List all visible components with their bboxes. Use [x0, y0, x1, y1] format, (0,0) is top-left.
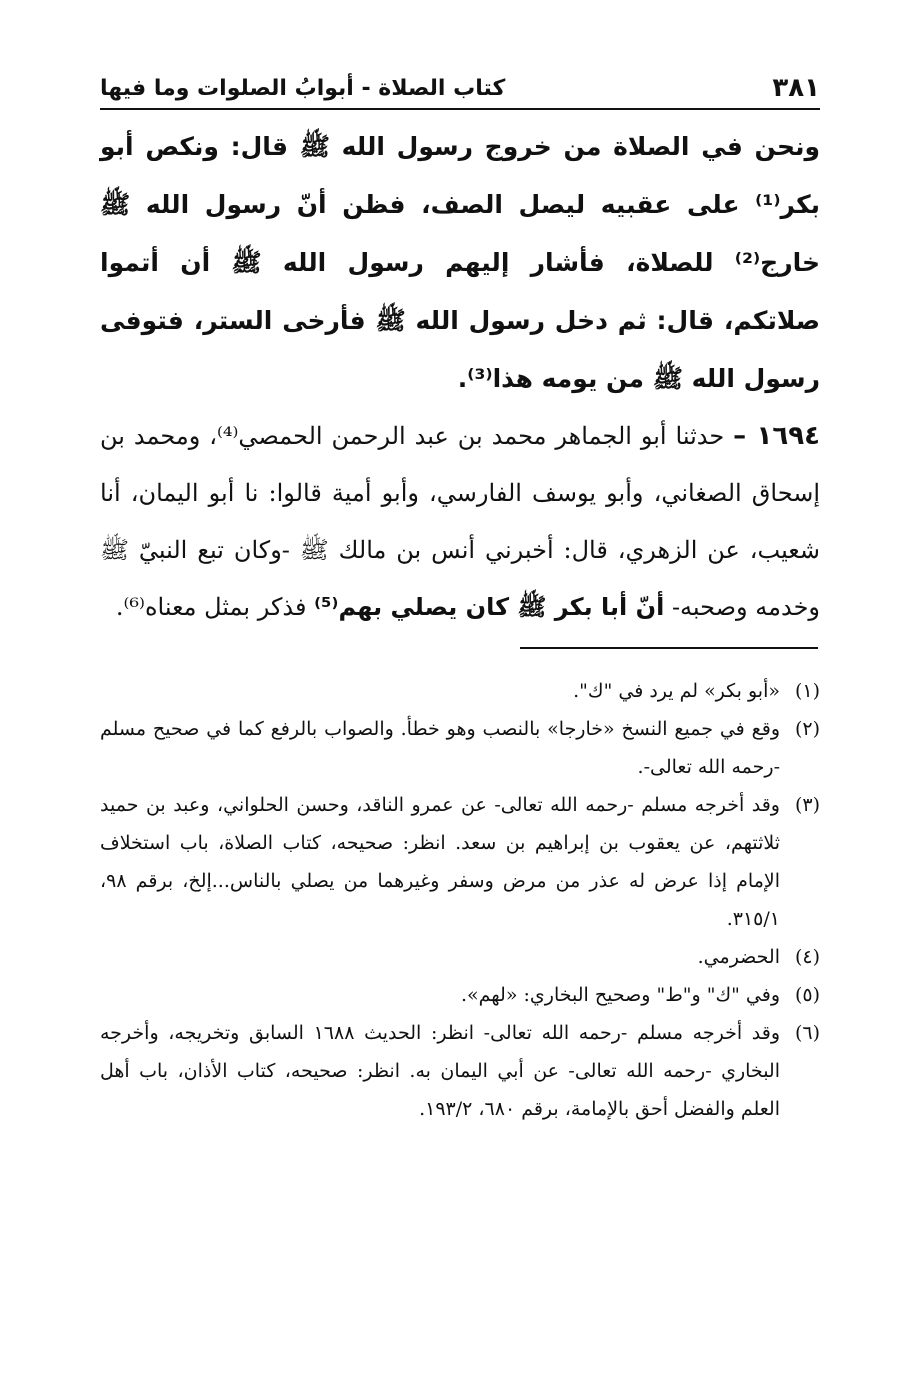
running-title: كتاب الصلاة - أبوابُ الصلوات وما فيها: [100, 75, 506, 101]
page-number: ٣٨١: [772, 73, 820, 103]
footnote-text: وقد أخرجه مسلم -رحمه الله تعالى- عن عمرو الناقد، وحسن الحلواني، وعبد بن حميد ثلاثتهم، عن يعقوب بن إبراهيم بن سعد. انظر: صحيحه، كتاب الصلاة، باب استخلاف الإمام إذا عرض له عذر من مرض وسفر وغيرهما من يصلي بالناس...إلخ، برقم ٩٨، ٣١٥/١.: [100, 794, 780, 930]
footnote-text: وفي "ك" و"ط" وصحيح البخاري: «لهم».: [460, 984, 780, 1006]
footnote-marker: (١): [794, 680, 820, 702]
footnote-marker: (٤): [794, 946, 820, 968]
footnotes: [100, 672, 820, 1128]
footnote-item: [100, 1014, 820, 1128]
hadith-paragraph: [100, 408, 820, 636]
footnote-item: [100, 786, 820, 938]
hadith-isnad: حدثنا أبو الجماهر محمد بن عبد الرحمن الحمصي⁽⁴⁾، ومحمد بن إسحاق الصغاني، وأبو يوسف الفارسي، وأبو أمية قالوا: نا أبو اليمان، أنا شعيب، عن الزهري، قال: أخبرني أنس بن مالك ﷺ -وكان تبع النبيّ ﷺ وخدمه وصحبه-: [100, 422, 820, 621]
footnote-text: وقع في جميع النسخ «خارجا» بالنصب وهو خطأ. والصواب بالرفع كما في صحيح مسلم -رحمه الله تعالى-.: [100, 718, 780, 778]
footnote-item: [100, 976, 820, 1014]
footnote-item: [100, 672, 820, 710]
hadith-closing: فذكر بمثل معناه⁽⁶⁾.: [115, 593, 315, 621]
footnote-item: [100, 938, 820, 976]
footnote-text: «أبو بكر» لم يرد في "ك".: [573, 680, 780, 702]
hadith-number: ١٦٩٤ –: [733, 421, 820, 451]
footnote-divider: [520, 647, 818, 649]
footnote-marker: (٢): [794, 718, 820, 740]
footnote-marker: (٦): [794, 1022, 820, 1044]
paragraph-continuation: ونحن في الصلاة من خروج رسول الله ﷺ قال: ونكص أبو بكر⁽¹⁾ على عقبيه ليصل الصف، فظن أنّ رسول الله ﷺ خارج⁽²⁾ للصلاة، فأشار إليهم رسول الله ﷺ أن أتموا صلاتكم، قال: ثم دخل رسول الله ﷺ فأرخى الستر، فتوفى رسول الله ﷺ من يومه هذا⁽³⁾.: [100, 132, 820, 393]
header-divider: [100, 108, 820, 110]
footnote-item: [100, 710, 820, 786]
footnote-text: الحضرمي.: [697, 946, 780, 968]
footnote-marker: (٣): [794, 794, 820, 816]
footnote-marker: (٥): [794, 984, 820, 1006]
main-text: [100, 118, 820, 636]
footnote-text: وقد أخرجه مسلم -رحمه الله تعالى- انظر: الحديث ١٦٨٨ السابق وتخريجه، وأخرجه البخاري -رحمه الله تعالى- عن أبي اليمان به. انظر: صحيحه، كتاب الأذان، باب أهل العلم والفضل أحق بالإمامة، برقم ٦٨٠، ١٩٣/٢.: [100, 1022, 780, 1120]
page-header: [100, 68, 820, 108]
hadith-matn: أنّ أبا بكر ﷺ كان يصلي بهم⁽⁵⁾: [314, 593, 665, 621]
